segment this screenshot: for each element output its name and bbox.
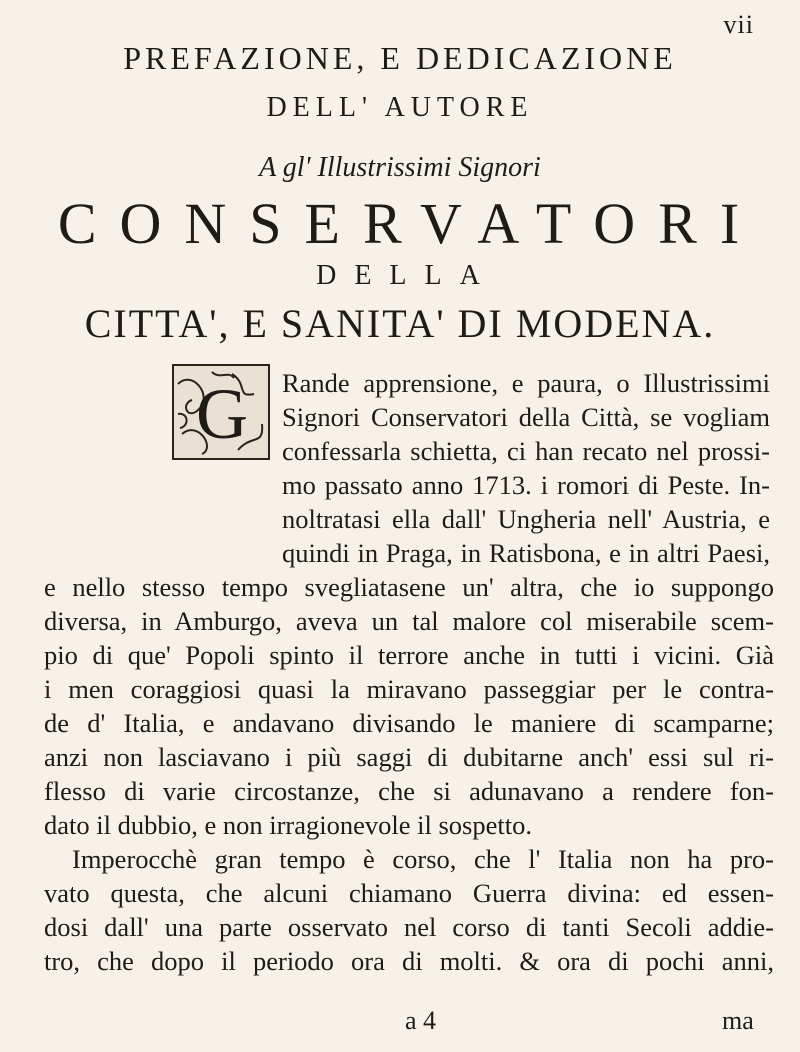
catchword: ma bbox=[722, 1006, 754, 1035]
city-line: CITTA', E SANITA' DI MODENA. bbox=[84, 301, 716, 346]
signature-mark: a 4 bbox=[405, 1006, 437, 1035]
text-line: vato questa, che alcuni chiamano Guerra divina: ed essen- bbox=[44, 878, 774, 908]
svg-text:G: G bbox=[196, 374, 248, 454]
conservatori-heading: CONSERVATORI bbox=[57, 191, 763, 256]
title-line-2: DELL' AUTORE bbox=[266, 92, 534, 123]
title-line-1: PREFAZIONE, E DEDICAZIONE bbox=[123, 40, 677, 76]
text-line: Signori Conservatori della Città, se vogliam bbox=[282, 402, 770, 432]
text-line: de d' Italia, e andavano divisando le maniere di scamparne; bbox=[44, 708, 774, 738]
text-line: anzi non lasciavano i più saggi di dubitarne anch' essi sul ri- bbox=[44, 742, 774, 772]
text-line: diversa, in Amburgo, aveva un tal malore col miserabile scem- bbox=[44, 606, 774, 636]
text-line: mo passato anno 1713. i romori di Peste. In- bbox=[282, 470, 770, 500]
text-line: noltratasi ella dall' Ungheria nell' Austria, e bbox=[282, 504, 770, 534]
text-line: pio di que' Popoli spinto il terrore anche in tutti i vicini. Già bbox=[44, 640, 774, 670]
text-line: dato il dubbio, e non irragionevole il sospetto. bbox=[44, 810, 532, 840]
text-line: i men coraggiosi quasi la miravano passeggiar per le contra- bbox=[44, 674, 774, 704]
text-line: Imperocchè gran tempo è corso, che l' Italia non ha pro- bbox=[72, 844, 774, 874]
della-line: DELLA bbox=[316, 260, 498, 291]
dedication-line: A gl' Illustrissimi Signori bbox=[259, 152, 541, 183]
text-line: e nello stesso tempo svegliatasene un' altra, che io suppongo bbox=[44, 572, 774, 602]
text-line: Rande apprensione, e paura, o Illustrissimi bbox=[282, 368, 770, 398]
text-line: dosi dall' una parte osservato nel corso di tanti Secoli addie- bbox=[44, 912, 774, 942]
ornamental-initial-g-icon bbox=[172, 364, 270, 460]
text-line: confessarla schietta, ci han recato nel prossi- bbox=[282, 436, 770, 466]
text-line: tro, che dopo il periodo ora di molti. & ora di pochi anni, bbox=[44, 946, 774, 976]
text-line: quindi in Praga, in Ratisbona, e in altri Paesi, bbox=[282, 538, 770, 568]
page-number: vii bbox=[723, 10, 754, 39]
text-line: flesso di varie circostanze, che si adunavano a rendere fon- bbox=[44, 776, 774, 806]
